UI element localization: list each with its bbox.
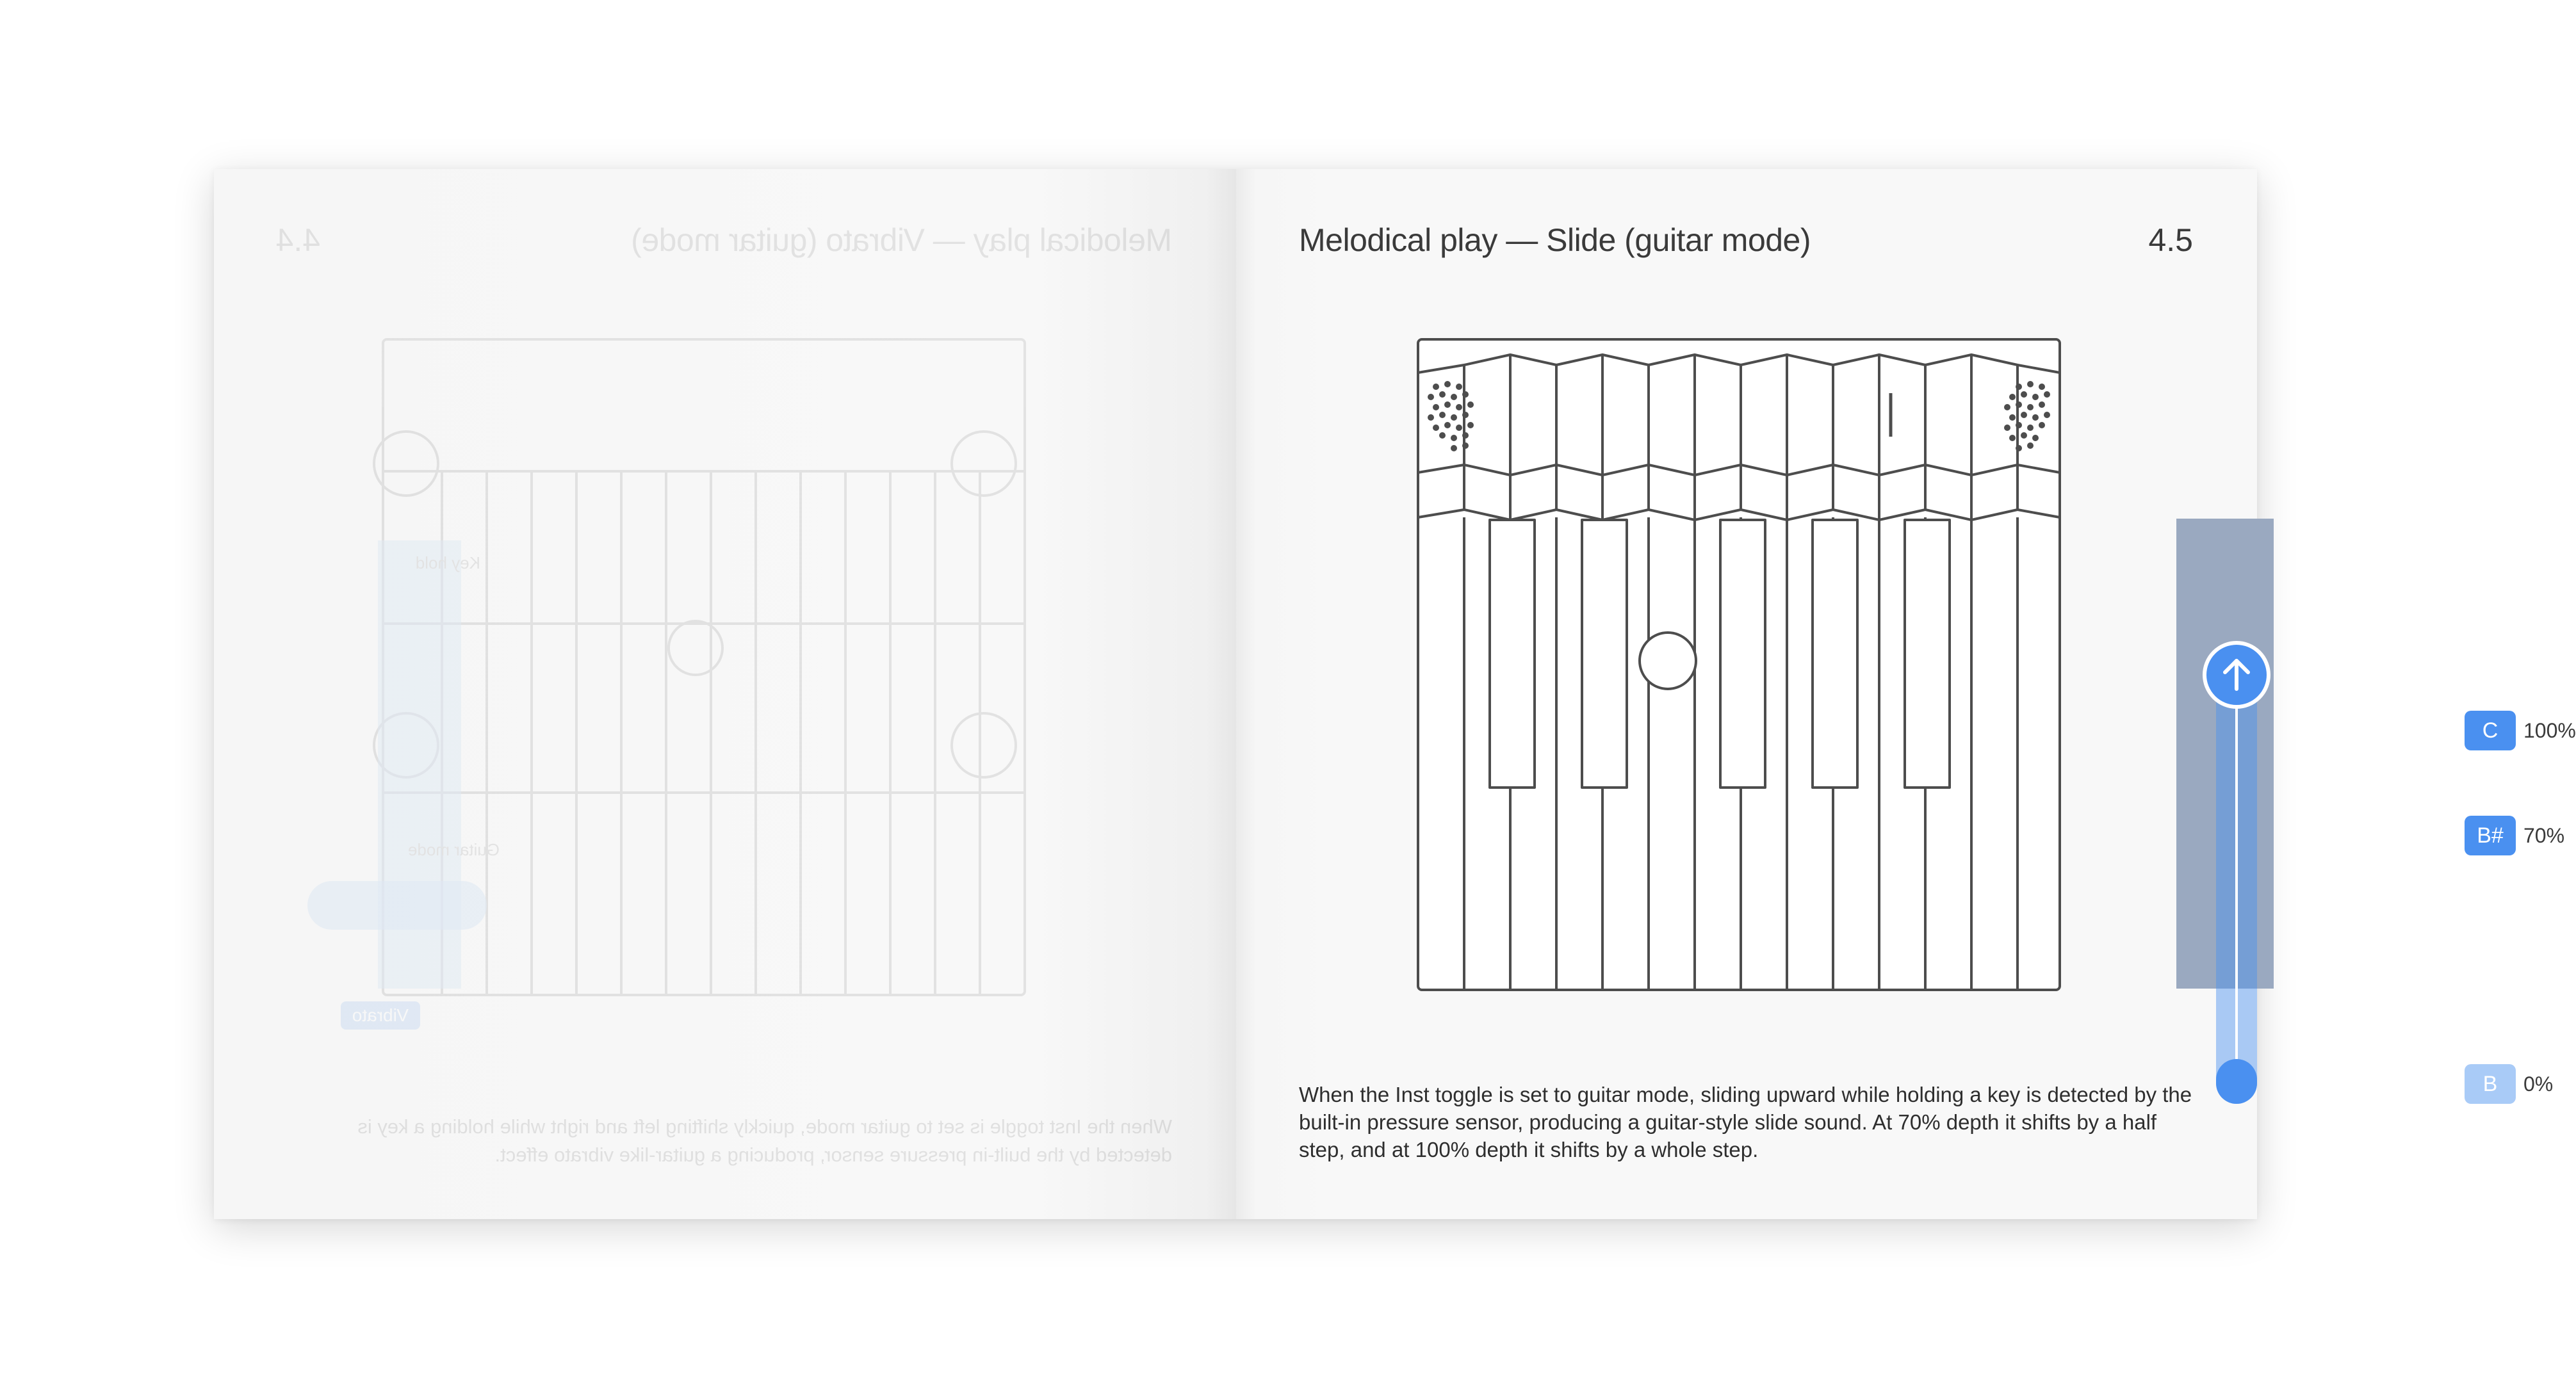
page-number: 4.5: [2148, 222, 2193, 258]
ghost-label-key-hold: Key hold: [415, 553, 480, 572]
left-page-title: Melodical play — Vibrato (guitar mode): [631, 222, 1172, 258]
ghost-vibrato-tag: Vibrato: [341, 1001, 420, 1030]
left-page-showthrough: [214, 169, 1236, 1219]
depth-label-100: 100%: [2523, 719, 2576, 742]
right-page: [1236, 169, 2576, 1219]
left-page: [214, 169, 1236, 1219]
slide-start-cap: [2216, 1059, 2257, 1104]
open-booklet: [214, 169, 2576, 1219]
ghost-label-guitar-mode: Guitar mode: [407, 840, 500, 859]
left-page-number: 4.4: [275, 222, 320, 258]
note-badge-b: B: [2465, 1064, 2516, 1104]
note-badge-b-sharp: B#: [2465, 816, 2516, 855]
note-badge-c: C: [2465, 711, 2516, 750]
page-title: Melodical play — Slide (guitar mode): [1299, 222, 1811, 258]
ghost-keyboard-illustration: [214, 169, 1236, 1219]
depth-label-70: 70%: [2523, 824, 2565, 847]
keyboard-illustration: [1236, 169, 2257, 1219]
depth-label-0: 0%: [2523, 1072, 2554, 1096]
page-description: When the Inst toggle is set to guitar mode, sliding upward while holding a key is detected by the built-in pressure sensor, producing a guitar-style slide sound. At 70% depth it shifts by a half step, and at 100% depth it shifts by a whole step.: [1299, 1083, 2192, 1161]
left-page-description: When the Inst toggle is set to guitar mode, quickly shifting left and right while holding a key is detected by the built-in pressure sensor, producing a guitar-like vibrato effect.: [357, 1115, 1172, 1166]
key-hold-circle-icon: [1640, 633, 1696, 689]
